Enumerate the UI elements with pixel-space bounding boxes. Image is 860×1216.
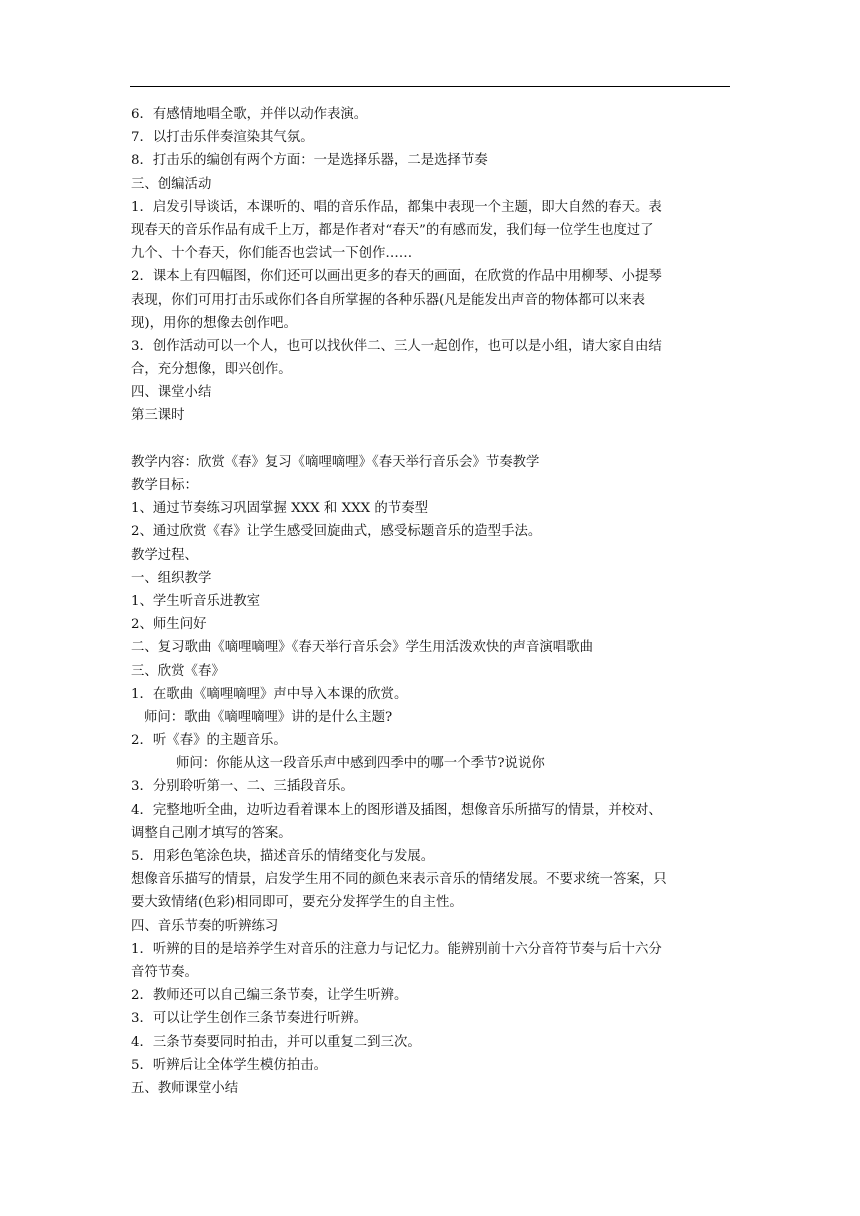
text-line: 表现，你们可用打击乐或你们各自所掌握的各种乐器(凡是能发出声音的物体都可以来表 — [131, 292, 646, 308]
document-body — [131, 103, 731, 1100]
section-heading: 五、教师课堂小结 — [131, 1080, 239, 1096]
header-rule — [130, 86, 730, 87]
text-line: 调整自己刚才填写的答案。 — [131, 825, 292, 841]
section-heading: 四、课堂小结 — [131, 385, 212, 401]
text-line: 现)，用你的想像去创作吧。 — [131, 315, 297, 331]
text-line: 九个、十个春天，你们能否也尝试一下创作…… — [131, 246, 413, 262]
text-line: 2．教师还可以自己编三条节奏，让学生听辨。 — [131, 988, 408, 1004]
text-line: 2、通过欣赏《春》让学生感受回旋曲式，感受标题音乐的造型手法。 — [131, 524, 542, 540]
teaching-content: 教学内容：欣赏《春》复习《嘀哩嘀哩》《春天举行音乐会》节奏教学 — [131, 454, 540, 470]
text-line: 现春天的音乐作品有成千上万，都是作者对“春天”的有感而发，我们每一位学生也度过了 — [131, 222, 654, 238]
text-line: 5．用彩色笔涂色块，描述音乐的情绪变化与发展。 — [131, 849, 435, 864]
text-line: 8．打击乐的编创有两个方面：一是选择乐器，二是选择节奏 — [131, 153, 488, 169]
section-heading: 一、组织教学 — [131, 570, 212, 586]
text-line: 要大致情绪(色彩)相同即可，要充分发挥学生的自主性。 — [131, 895, 463, 911]
section-heading: 教学过程、 — [131, 547, 198, 563]
section-heading: 二、复习歌曲《嘀哩嘀哩》《春天举行音乐会》学生用活泼欢快的声音演唱歌曲 — [131, 640, 593, 656]
text-line: 1．启发引导谈话，本课听的、唱的音乐作品，都集中表现一个主题，即大自然的春天。表 — [131, 199, 662, 215]
text-line: 6．有感情地唱全歌，并伴以动作表演。 — [131, 107, 368, 122]
text-line: 音符节奏。 — [131, 964, 198, 980]
text-line: 2．课本上有四幅图，你们还可以画出更多的春天的画面，在欣赏的作品中用柳琴、小提琴 — [131, 269, 662, 285]
teacher-question: 师问：歌曲《嘀哩嘀哩》讲的是什么主题? — [144, 709, 393, 725]
section-heading: 四、音乐节奏的听辨练习 — [131, 918, 279, 934]
text-line: 1、通过节奏练习巩固掌握 XXX 和 XXX 的节奏型 — [131, 501, 428, 517]
section-heading: 三、欣赏《春》 — [131, 663, 225, 679]
text-line: 3．分别聆听第一、二、三插段音乐。 — [131, 779, 354, 795]
text-line: 1．在歌曲《嘀哩嘀哩》声中导入本课的欣赏。 — [131, 686, 408, 702]
text-line: 3．创作活动可以一个人，也可以找伙伴二、三人一起创作，也可以是小组，请大家自由结 — [131, 338, 662, 354]
blank-line — [131, 428, 731, 451]
text-line: 2．听《春》的主题音乐。 — [131, 733, 287, 749]
teacher-question: 师问：你能从这一段音乐声中感到四季中的哪一个季节?说说你 — [176, 756, 545, 772]
text-line: 想像音乐描写的情景，启发学生用不同的颜色来表示音乐的情绪发展。不要求统一答案，只 — [131, 872, 667, 888]
text-line: 1、学生听音乐进教室 — [131, 593, 261, 609]
text-line: 4．完整地听全曲，边听边看着课本上的图形谱及插图，想像音乐所描写的情景，并校对、 — [131, 802, 662, 818]
text-line: 合，充分想像，即兴创作。 — [131, 362, 292, 378]
section-heading: 三、创编活动 — [131, 176, 212, 192]
lesson-title: 第三课时 — [131, 408, 185, 424]
text-line: 7．以打击乐伴奏渲染其气氛。 — [131, 130, 314, 146]
section-heading: 教学目标： — [131, 478, 198, 493]
text-line: 4．三条节奏要同时拍击，并可以重复二到三次。 — [131, 1034, 421, 1050]
text-line: 5．听辨后让全体学生模仿拍击。 — [131, 1057, 327, 1073]
text-line: 3．可以让学生创作三条节奏进行听辨。 — [131, 1011, 368, 1027]
text-line: 1．听辨的目的是培养学生对音乐的注意力与记忆力。能辨别前十六分音符节奏与后十六分 — [131, 941, 662, 957]
text-line: 2、师生问好 — [131, 617, 207, 633]
